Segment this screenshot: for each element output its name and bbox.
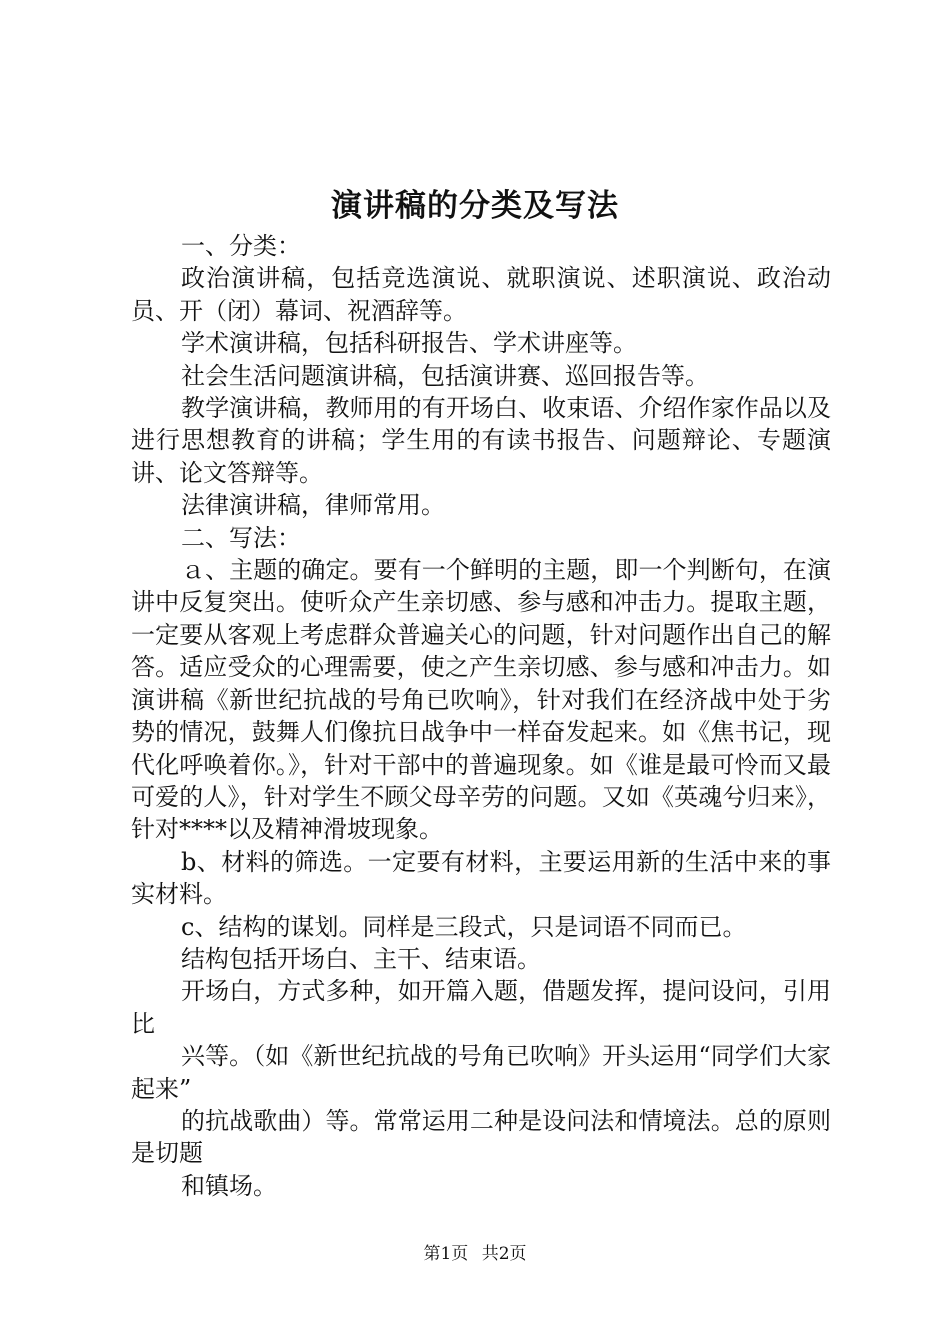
paragraph: 的抗战歌曲）等。常常运用二种是设问法和情境法。总的原则是切题 <box>131 1106 831 1168</box>
paragraph: 和镇场。 <box>181 1171 277 1200</box>
page-total: 共2页 <box>481 1244 527 1264</box>
paragraph: 结构包括开场白、主干、结束语。 <box>181 944 541 973</box>
paragraph: 二、写法： <box>181 523 301 552</box>
paragraph: ａ、主题的确定。要有一个鲜明的主题，即一个判断句，在演讲中反复突出。使听众产生亲切感、参与感和冲击力。提取主题，一定要从客观上考虑群众普遍关心的问题，针对问题作出自己的解答。适应受众的心理需要，使之产生亲切感、参与感和冲击力。如演讲稿《新世纪抗战的号角已吹响》，针对我们在经济战中处于劣势的情况，鼓舞人们像抗日战争中一样奋发起来。如《焦书记，现代化呼唤着你。》，针对干部中的普遍现象。如《谁是最可怜而又最可爱的人》，针对学生不顾父母辛劳的问题。又如《英魂兮归来》，针对****以及精神滑坡现象。 <box>131 556 831 844</box>
paragraph: 法律演讲稿，律师常用。 <box>181 491 445 520</box>
paragraph: 一、分类： <box>181 232 301 260</box>
paragraph: 兴等。（如《新世纪抗战的号角已吹响》开头运用“同学们大家起来” <box>131 1042 831 1103</box>
paragraph: 学术演讲稿，包括科研报告、学术讲座等。 <box>181 329 637 358</box>
paragraph: 开场白，方式多种，如开篇入题，借题发挥，提问设问，引用比 <box>131 977 831 1038</box>
paragraph: c、结构的谋划。同样是三段式，只是词语不同而已。 <box>181 912 747 941</box>
page-number: 第1页 <box>423 1244 469 1264</box>
document-title: 演讲稿的分类及写法 <box>331 188 619 224</box>
paragraph: 教学演讲稿，教师用的有开场白、收束语、介绍作家作品以及进行思想教育的讲稿；学生用的有读书报告、问题辩论、专题演讲、论文答辩等。 <box>131 394 831 487</box>
page-footer <box>0 1242 950 1266</box>
paragraph: 社会生活问题演讲稿，包括演讲赛、巡回报告等。 <box>181 361 709 390</box>
paragraph: b、材料的筛选。一定要有材料，主要运用新的生活中来的事实材料。 <box>131 847 831 909</box>
document-body <box>131 230 831 1202</box>
paragraph: 政治演讲稿，包括竞选演说、就职演说、述职演说、政治动员、开（闭）幕词、祝酒辞等。 <box>131 264 831 325</box>
